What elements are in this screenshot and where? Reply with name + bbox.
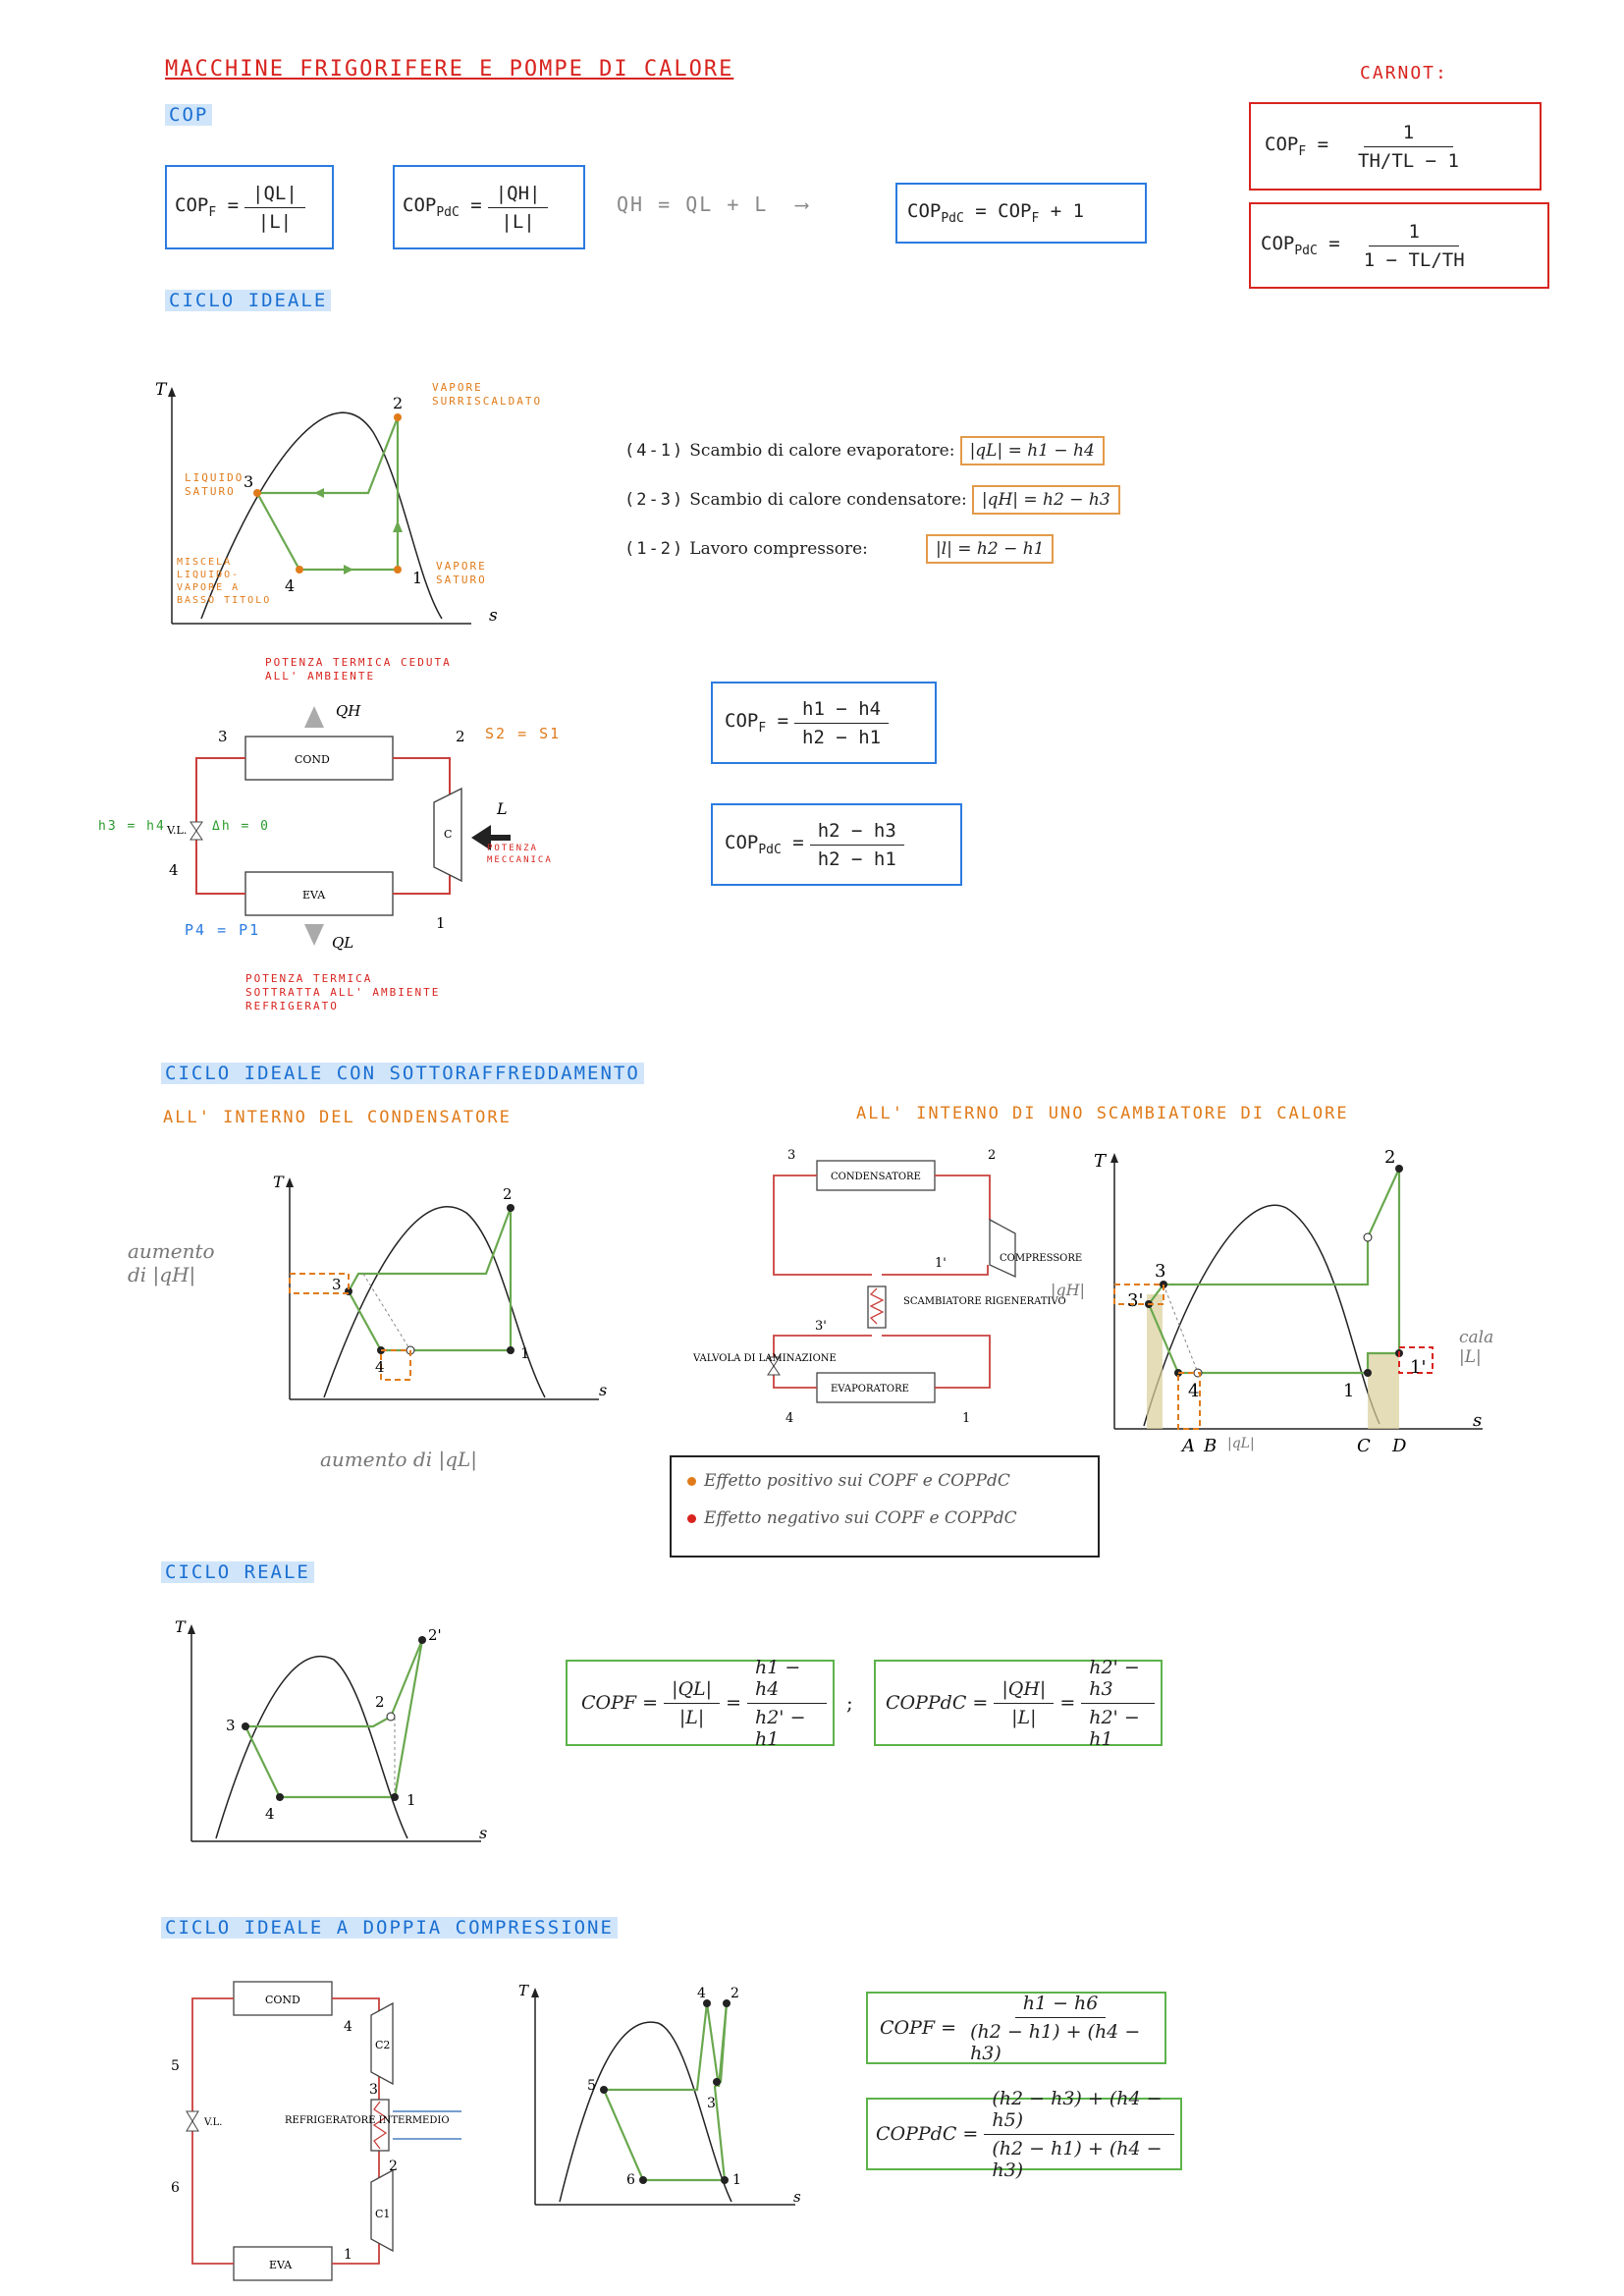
svg-text:1: 1 bbox=[962, 1411, 971, 1424]
svg-text:T: T bbox=[273, 1173, 284, 1191]
page-title: MACCHINE FRIGORIFERE E POMPE DI CALORE bbox=[165, 57, 734, 82]
svg-text:4: 4 bbox=[344, 2019, 352, 2035]
svg-text:s: s bbox=[1473, 1410, 1483, 1431]
label-interno-scamb: ALL' INTERNO DI UNO SCAMBIATORE DI CALORE bbox=[856, 1104, 1349, 1123]
svg-text:T: T bbox=[1094, 1151, 1107, 1172]
exchange-row-41: (4-1) Scambio di calore evaporatore: |qL| = h1 − h4 bbox=[624, 436, 1105, 465]
c-label: C bbox=[444, 828, 453, 841]
svg-text:4: 4 bbox=[1188, 1381, 1200, 1401]
svg-text:COMPRESSORE: COMPRESSORE bbox=[1000, 1253, 1083, 1264]
section-ciclo-ideale: CICLO IDEALE bbox=[165, 290, 331, 311]
svg-text:6: 6 bbox=[626, 2172, 635, 2188]
exchange-row-23: (2-3) Scambio di calore condensatore: |qH| = h2 − h3 bbox=[624, 485, 1120, 515]
svg-text:3': 3' bbox=[815, 1319, 827, 1334]
svg-text:3: 3 bbox=[1155, 1261, 1166, 1282]
svg-text:SCAMBIATORE RIGENERATIVO: SCAMBIATORE RIGENERATIVO bbox=[903, 1296, 1066, 1307]
n1: 1 bbox=[436, 914, 446, 932]
label-dh0: Δh = 0 bbox=[212, 819, 270, 834]
label-s2s1: S2 = S1 bbox=[485, 725, 562, 742]
label-miscela: MISCELA LIQUIDO-VAPORE A BASSO TITOLO bbox=[177, 557, 272, 606]
svg-text:C2: C2 bbox=[375, 2039, 391, 2051]
pt-3: 3 bbox=[244, 472, 254, 491]
label-p4p1: P4 = P1 bbox=[185, 921, 261, 939]
svg-text:s: s bbox=[599, 1381, 608, 1399]
svg-text:1: 1 bbox=[732, 2172, 741, 2188]
coppdc-box: $COP_{PdC}$ = $\frac{|QH|}{|L|}$ bbox=[393, 165, 585, 249]
axis-T: T bbox=[155, 380, 167, 400]
svg-text:4: 4 bbox=[697, 1986, 706, 2001]
label-liquido-saturo: LIQUIDO SATURO bbox=[185, 471, 244, 498]
copf-box: $COP_F$ = $\frac{|QL|}{|L|}$ bbox=[165, 165, 334, 249]
cond-label: COND bbox=[295, 753, 330, 766]
qh-relation: QH = QL + L ⟶ bbox=[617, 192, 810, 216]
svg-text:1: 1 bbox=[344, 2247, 352, 2263]
legend-negative: Effetto negativo sui COPF e COPPdC bbox=[687, 1508, 1098, 1528]
qh-label: QH bbox=[336, 702, 361, 720]
svg-text:2: 2 bbox=[731, 1986, 739, 2001]
reale-sep: ; bbox=[846, 1691, 853, 1715]
svg-text:T: T bbox=[175, 1617, 186, 1636]
svg-text:1': 1' bbox=[935, 1256, 947, 1271]
reale-ts bbox=[167, 1611, 520, 1856]
label-potenza-ceduta: POTENZA TERMICA CEDUTA ALL' AMBIENTE bbox=[265, 656, 452, 683]
reale-copf-box: COPF = $\frac{|QL|}{|L|}$ = $\frac{h1 - h4}{h2' - h1}$ bbox=[566, 1660, 835, 1746]
section-cop: COP bbox=[165, 104, 212, 126]
svg-text:s: s bbox=[793, 2188, 801, 2206]
svg-text:4: 4 bbox=[265, 1805, 275, 1823]
svg-text:3: 3 bbox=[707, 2096, 716, 2111]
pt-4: 4 bbox=[285, 576, 296, 595]
pt-2: 2 bbox=[393, 394, 404, 412]
svg-text:2': 2' bbox=[428, 1626, 442, 1644]
svg-text:2: 2 bbox=[503, 1185, 513, 1203]
svg-text:1: 1 bbox=[520, 1344, 530, 1362]
ideal-copf-box: $COP_F$ = $\frac{h1 - h4}{h2 - h1}$ bbox=[711, 682, 937, 764]
doppia-circuit bbox=[157, 1964, 481, 2288]
coppdc-relation-box: $COP_{PdC} = COP_F + 1$ bbox=[895, 183, 1147, 244]
svg-text:5: 5 bbox=[587, 2078, 596, 2094]
n2: 2 bbox=[456, 728, 465, 745]
doppia-ts bbox=[511, 1974, 825, 2219]
n4: 4 bbox=[169, 861, 179, 879]
svg-text:2: 2 bbox=[988, 1148, 997, 1163]
label-vapore-surr: VAPORE SURRISCALDATO bbox=[432, 381, 543, 408]
svg-text:REFRIGERATORE INTERMEDIO: REFRIGERATORE INTERMEDIO bbox=[285, 2115, 450, 2126]
label-aumento-qh: aumento di |qH| bbox=[128, 1239, 215, 1286]
svg-text:2: 2 bbox=[389, 2159, 398, 2174]
svg-text:V.L.: V.L. bbox=[204, 2117, 223, 2128]
svg-text:1': 1' bbox=[1410, 1357, 1427, 1378]
reale-coppdc-box: COPPdC = $\frac{|QH|}{|L|}$ = $\frac{h2' - h3}{h2' - h1}$ bbox=[874, 1660, 1163, 1746]
subcool-cond-ts bbox=[265, 1164, 628, 1419]
l-label: L bbox=[497, 799, 508, 818]
doppia-coppdc-box: COPPdC = $\frac{(h2 - h3) + (h4 - h5)}{(h2 - h1) + (h4 - h3)}$ bbox=[866, 2098, 1182, 2170]
label-interno-cond: ALL' INTERNO DEL CONDENSATORE bbox=[163, 1108, 512, 1127]
svg-text:6: 6 bbox=[171, 2180, 180, 2196]
svg-text:T: T bbox=[518, 1982, 529, 1999]
svg-text:3: 3 bbox=[226, 1717, 236, 1734]
ideal-coppdc-box: $COP_{PdC}$ = $\frac{h2 - h3}{h2 - h1}$ bbox=[711, 803, 962, 886]
label-vapore-saturo: VAPORE SATURO bbox=[436, 560, 487, 586]
svg-text:B: B bbox=[1204, 1436, 1218, 1456]
svg-text:s: s bbox=[479, 1824, 488, 1842]
doppia-copf-box: COPF = $\frac{h1 - h6}{(h2 - h1) + (h4 - h3)}$ bbox=[866, 1992, 1166, 2064]
n3: 3 bbox=[218, 728, 228, 745]
pt-1: 1 bbox=[412, 569, 423, 587]
effect-legend bbox=[670, 1455, 1100, 1558]
label-cala-l: cala |L| bbox=[1459, 1328, 1494, 1367]
svg-text:1: 1 bbox=[406, 1791, 416, 1809]
svg-text:3: 3 bbox=[332, 1276, 342, 1293]
section-sottoraff: CICLO IDEALE CON SOTTORAFFREDDAMENTO bbox=[161, 1063, 644, 1084]
carnot-coppdc-box: $COP_{PdC}$ = $\frac{1}{1 - TL/TH}$ bbox=[1249, 202, 1549, 289]
svg-text:3: 3 bbox=[787, 1148, 796, 1163]
legend-positive: Effetto positivo sui COPF e COPPdC bbox=[687, 1471, 1098, 1491]
legend-positive-dot bbox=[687, 1477, 696, 1486]
label-h3h4: h3 = h4 bbox=[98, 819, 166, 834]
svg-text:5: 5 bbox=[171, 2058, 180, 2074]
section-reale: CICLO REALE bbox=[161, 1561, 314, 1583]
svg-text:A: A bbox=[1182, 1436, 1195, 1456]
legend-negative-dot bbox=[687, 1514, 696, 1523]
ql-label: QL bbox=[332, 934, 354, 952]
label-potenza-mecc: POTENZA MECCANICA bbox=[487, 844, 553, 865]
label-ql-scamb: |qL| bbox=[1227, 1436, 1255, 1451]
label-aumento-ql: aumento di |qL| bbox=[320, 1448, 478, 1471]
svg-text:1: 1 bbox=[1343, 1381, 1355, 1401]
exchange-row-12: (1-2) Lavoro compressore: |l| = h2 − h1 bbox=[624, 534, 1054, 564]
svg-text:3': 3' bbox=[1127, 1290, 1144, 1311]
svg-text:EVAPORATORE: EVAPORATORE bbox=[831, 1384, 909, 1394]
svg-text:CONDENSATORE: CONDENSATORE bbox=[831, 1172, 921, 1182]
svg-text:EVA: EVA bbox=[269, 2259, 293, 2271]
svg-text:2: 2 bbox=[1384, 1147, 1396, 1168]
carnot-copf-box: $COP_F$ = $\frac{1}{TH/TL - 1}$ bbox=[1249, 102, 1542, 191]
svg-text:2: 2 bbox=[375, 1693, 385, 1711]
vl-label: V.L. bbox=[167, 824, 188, 837]
svg-text:D: D bbox=[1392, 1436, 1407, 1456]
svg-text:4: 4 bbox=[375, 1358, 385, 1376]
svg-text:C: C bbox=[1357, 1436, 1371, 1456]
svg-text:3: 3 bbox=[369, 2082, 378, 2098]
subcool-scamb-ts bbox=[1090, 1139, 1522, 1463]
svg-text:VALVOLA DI LAMINAZIONE: VALVOLA DI LAMINAZIONE bbox=[693, 1353, 837, 1364]
axis-s: s bbox=[489, 606, 498, 626]
eva-label: EVA bbox=[302, 889, 326, 902]
section-doppia: CICLO IDEALE A DOPPIA COMPRESSIONE bbox=[161, 1917, 618, 1939]
svg-text:COND: COND bbox=[265, 1994, 300, 2006]
svg-text:4: 4 bbox=[785, 1411, 794, 1424]
label-qh-scamb: |qH| bbox=[1051, 1281, 1085, 1299]
svg-text:C1: C1 bbox=[375, 2208, 391, 2220]
carnot-label: CARNOT: bbox=[1360, 63, 1448, 83]
label-potenza-sottratta: POTENZA TERMICA SOTTRATTA ALL' AMBIENTE REFRIGERATO bbox=[245, 972, 441, 1012]
